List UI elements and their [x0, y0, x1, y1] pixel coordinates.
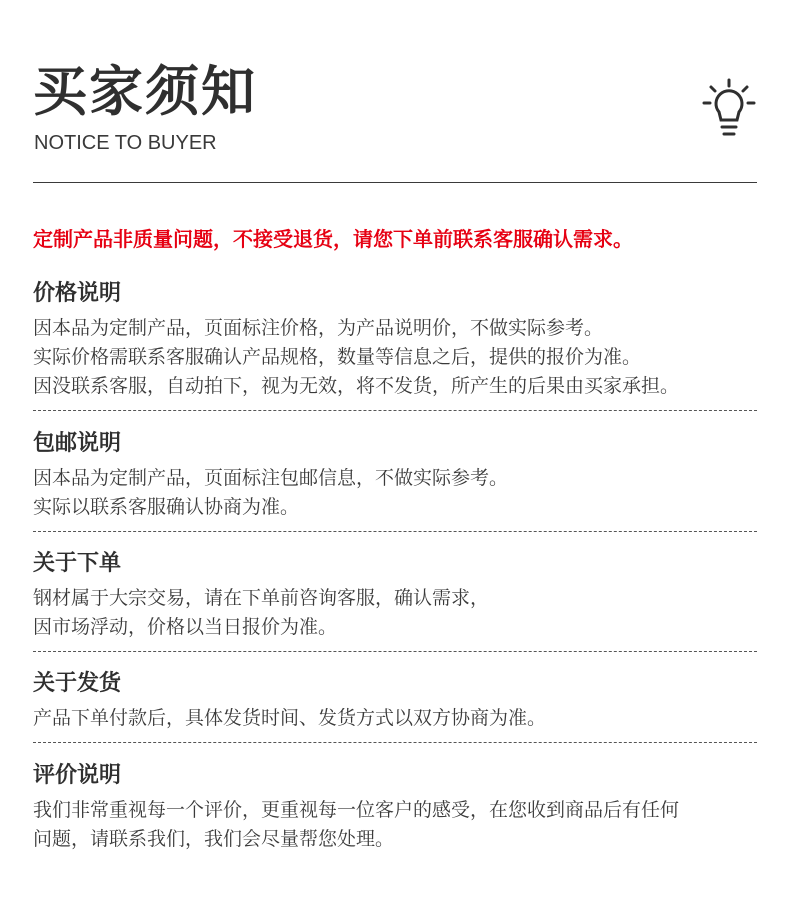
section-line: 实际以联系客服确认协商为准。	[33, 496, 300, 518]
section-heading: 价格说明	[33, 281, 122, 306]
section-line: 产品下单付款后，具体发货时间、发货方式以双方协商为准。	[33, 707, 547, 729]
section-ordering	[33, 548, 757, 642]
page-title: 买家须知	[33, 60, 257, 123]
section-heading: 关于发货	[33, 671, 122, 696]
section-divider	[33, 410, 757, 411]
section-heading: 评价说明	[33, 763, 122, 788]
section-shipping-free	[33, 428, 757, 522]
section-delivery	[33, 668, 757, 733]
section-line: 问题，请联系我们，我们会尽量帮您处理。	[33, 828, 395, 850]
section-heading: 包邮说明	[33, 431, 122, 456]
section-reviews	[33, 760, 757, 854]
section-line: 钢材属于大宗交易，请在下单前咨询客服，确认需求，	[33, 587, 490, 609]
section-line: 因市场浮动，价格以当日报价为准。	[33, 616, 338, 638]
section-divider	[33, 651, 757, 652]
section-line: 实际价格需联系客服确认产品规格，数量等信息之后，提供的报价为准。	[33, 346, 642, 368]
section-line: 因没联系客服，自动拍下，视为无效，将不发货，所产生的后果由买家承担。	[33, 375, 680, 397]
section-heading: 关于下单	[33, 551, 122, 576]
section-divider	[33, 531, 757, 532]
section-divider	[33, 742, 757, 743]
page-subtitle: NOTICE TO BUYER	[34, 132, 217, 154]
section-line: 因本品为定制产品，页面标注包邮信息，不做实际参考。	[33, 467, 509, 489]
section-price	[33, 278, 757, 401]
lightbulb-icon	[701, 78, 757, 140]
section-line: 我们非常重视每一个评价，更重视每一位客户的感受，在您收到商品后有任何	[33, 799, 680, 821]
section-line: 因本品为定制产品，页面标注价格，为产品说明价，不做实际参考。	[33, 317, 604, 339]
header	[33, 60, 757, 160]
header-divider	[33, 182, 757, 183]
warning-notice: 定制产品非质量问题，不接受退货，请您下单前联系客服确认需求。	[33, 227, 633, 251]
